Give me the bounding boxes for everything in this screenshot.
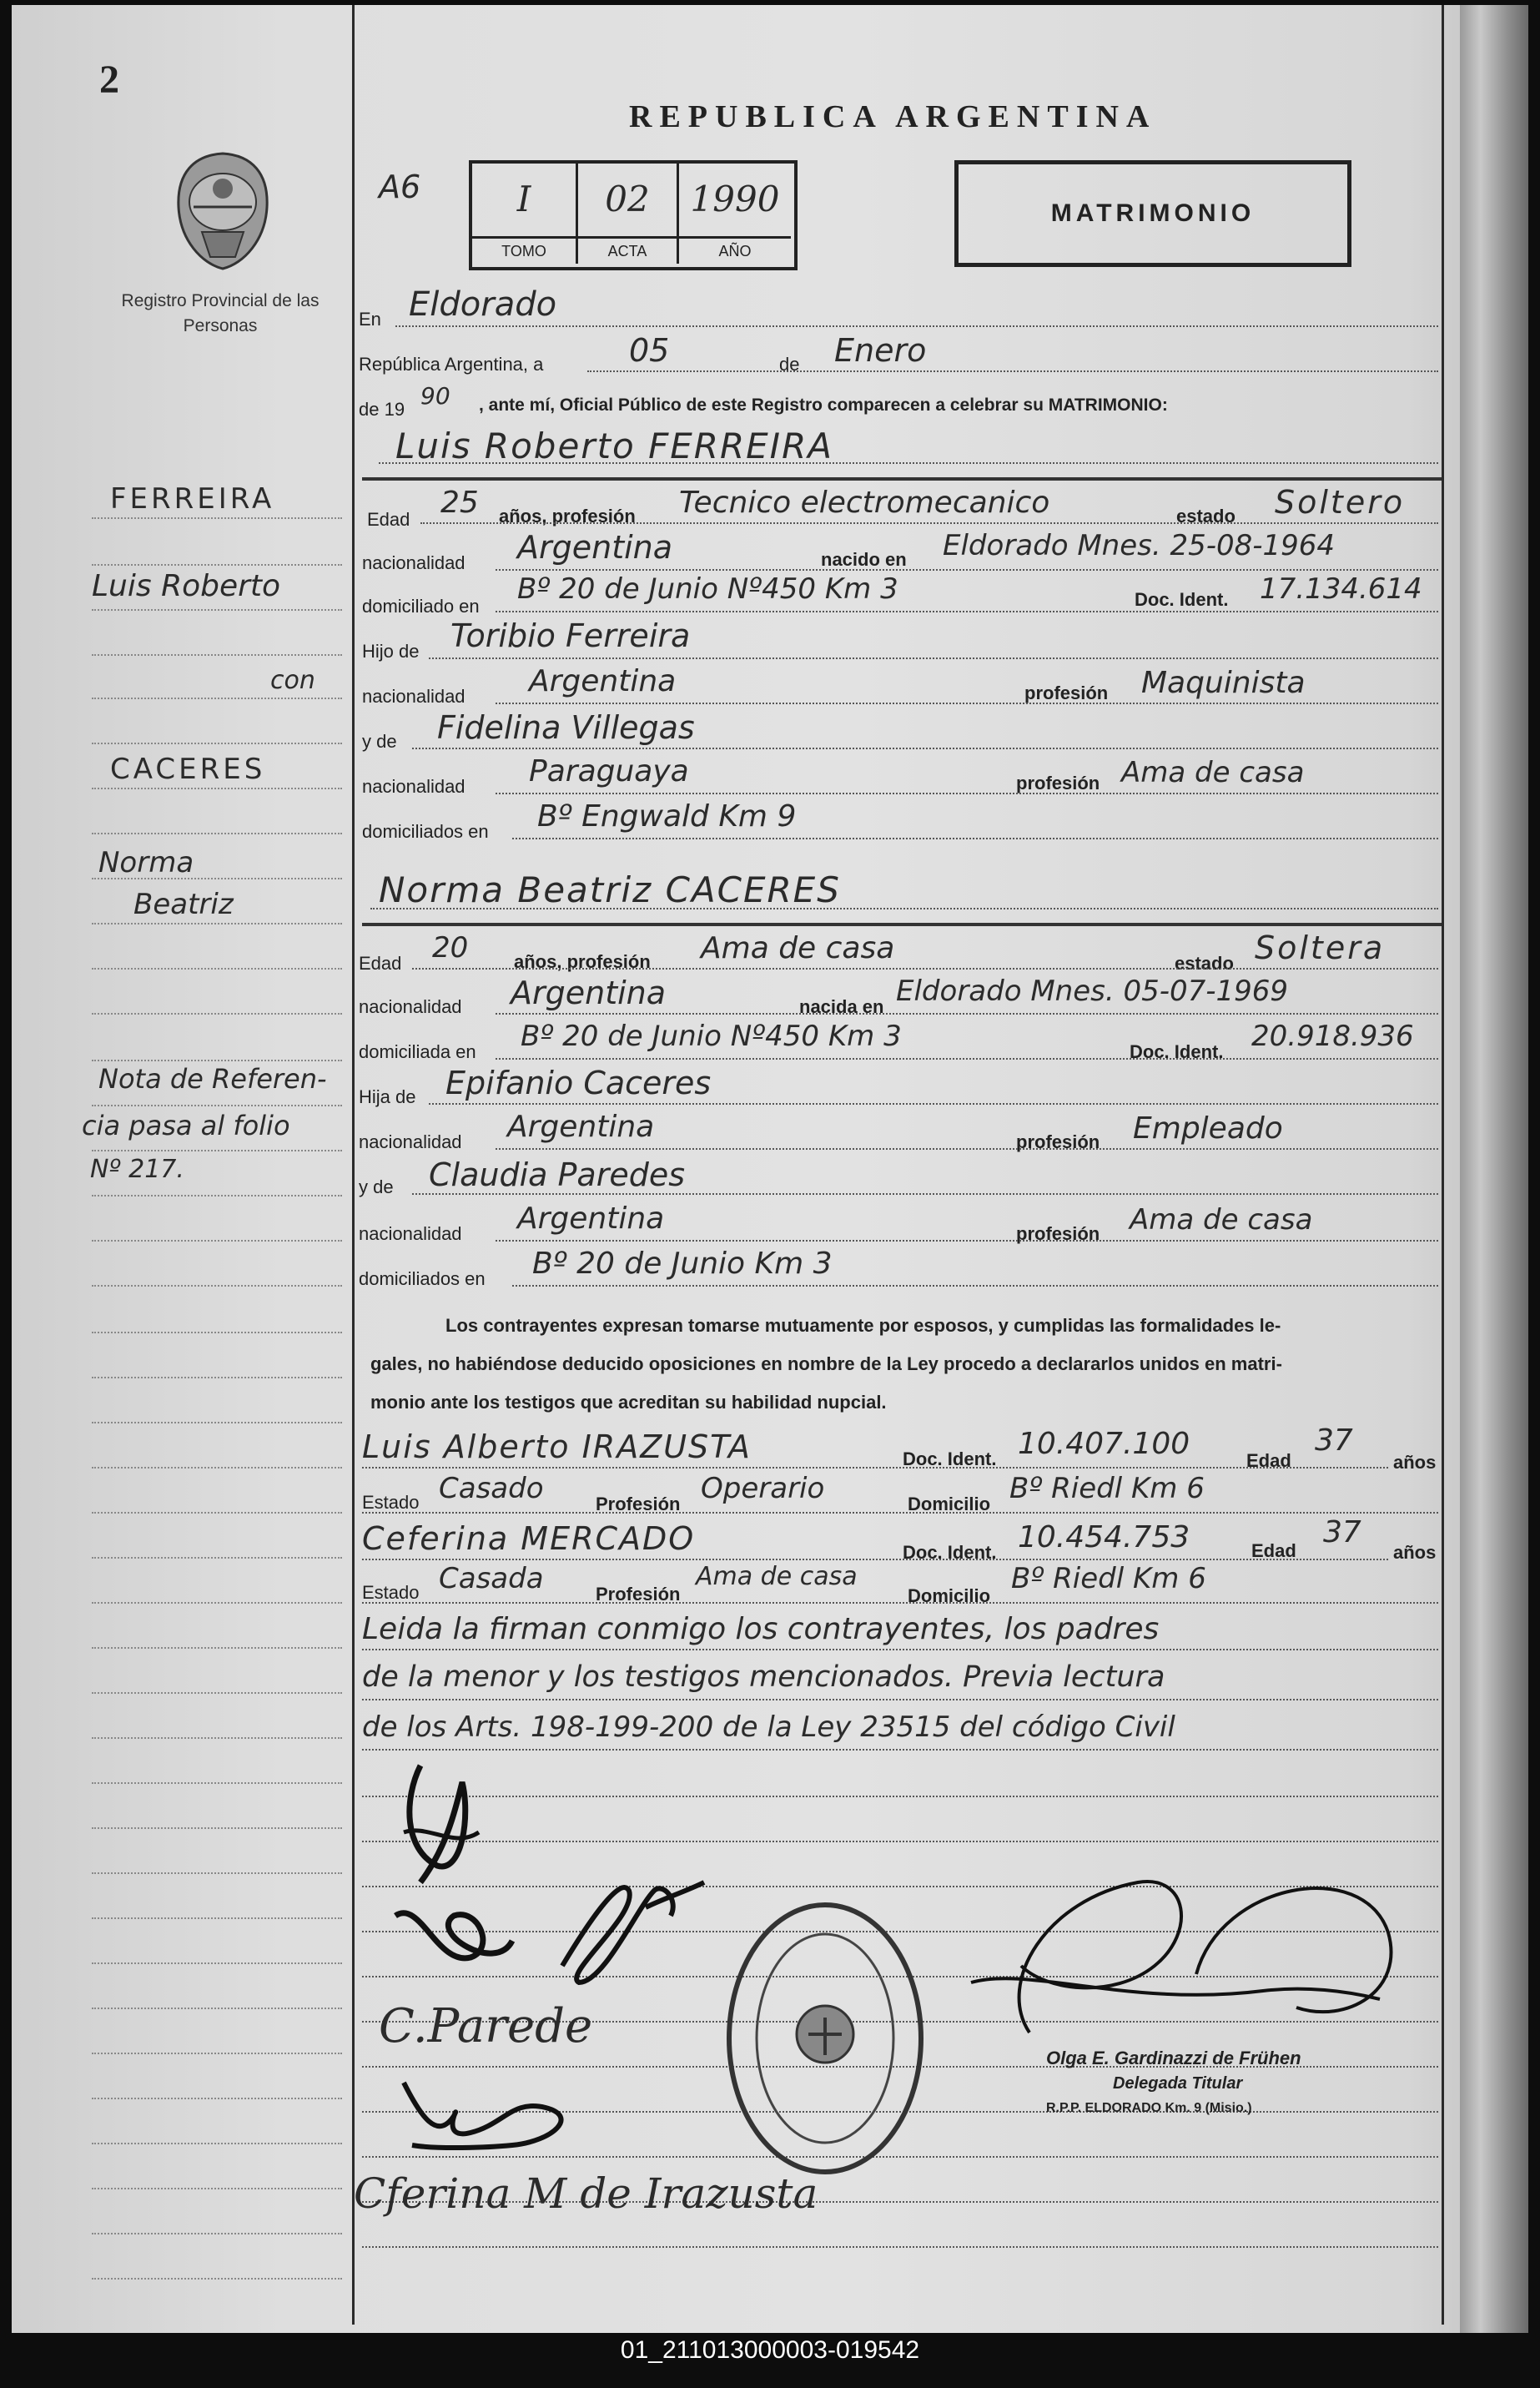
margin-husband-names: Luis Roberto (92, 569, 281, 603)
acta-value: 02 (605, 179, 650, 219)
wife-doc-value: 20.918.936 (1251, 1020, 1414, 1053)
anio-cell (679, 164, 791, 264)
margin-wife-surname: CACERES (110, 753, 266, 786)
rule-line (496, 1148, 1438, 1150)
witness1-edad-label: Edad (1246, 1450, 1291, 1471)
wife-edad-value: 20 (432, 931, 469, 965)
rule-line (496, 569, 1438, 571)
margin-note-line-1: Nota de Referen- (98, 1063, 327, 1095)
anio-value: 1990 (690, 179, 780, 219)
witness2-anos-label: años (1393, 1542, 1437, 1563)
rule-line (496, 703, 1438, 704)
anio-label: AÑO (679, 236, 791, 264)
husband-nacionalidad-value: Argentina (517, 529, 673, 566)
husband-domiciliado-label: domiciliado en (362, 596, 480, 617)
wife-padre-value: Epifanio Caceres (445, 1065, 712, 1101)
closing-line-2: de la menor y los testigos mencionados. Previa lectura (362, 1660, 1165, 1694)
wife-madre-prof-value: Ama de casa (1130, 1203, 1313, 1237)
margin-husband-surname: FERREIRA (110, 482, 275, 516)
wife-padres-dom-label: domiciliados en (359, 1268, 486, 1289)
republic-label: República Argentina, a (359, 354, 544, 375)
margin-divider-line (352, 5, 355, 2325)
rule-line (496, 611, 1438, 612)
witness2-domicilio-value: Bº Riedl Km 6 (1011, 1562, 1206, 1595)
intro-formula: , ante mí, Oficial Público de este Registro comparecen a celebrar su MATRIMONIO: (479, 395, 1168, 415)
binding-edge (1460, 5, 1528, 2333)
tomo-acta-ano-box (469, 160, 798, 270)
wife-domiciliada-label: domiciliada en (359, 1041, 476, 1062)
husband-edad-label: Edad (367, 509, 410, 530)
rule-line (362, 1467, 1388, 1469)
husband-padre-nac-value: Argentina (529, 664, 677, 698)
husband-madre-prof-label: profesión (1016, 773, 1100, 793)
official-seal-stamp (721, 1892, 929, 2184)
husband-full-name: Luis Roberto FERREIRA (395, 426, 833, 466)
witness1-estado-value: Casado (439, 1472, 544, 1505)
rule-line (412, 1193, 1438, 1195)
year-suffix: 90 (420, 382, 450, 410)
husband-y-de-label: y de (362, 731, 397, 752)
witness2-name: Ceferina MERCADO (362, 1520, 696, 1557)
rule-line (496, 1240, 1438, 1242)
closing-line-1: Leida la firman conmigo los contrayentes, los padres (362, 1612, 1160, 1646)
tomo-label: TOMO (472, 236, 576, 264)
witness1-doc-label: Doc. Ident. (903, 1448, 997, 1469)
acta-label: ACTA (578, 236, 677, 264)
republic-heading: REPUBLICA ARGENTINA (629, 99, 1157, 134)
signature-paredes: C.Parede (379, 1999, 593, 2053)
wife-madre-nac-label: nacionalidad (359, 1223, 462, 1244)
rule-line (587, 370, 1438, 372)
declaration-line-1: Los contrayentes expresan tomarse mutuamente por esposos, y cumplidas las formalidades le- (445, 1315, 1281, 1336)
wife-profesion-value: Ama de casa (701, 931, 895, 965)
witness2-profesion-label: Profesión (596, 1584, 681, 1605)
husband-estado-label: estado (1176, 506, 1236, 526)
acta-cell (578, 164, 679, 264)
husband-edad-value: 25 (440, 486, 479, 520)
witness1-domicilio-label: Domicilio (908, 1494, 991, 1514)
rule-line (496, 793, 1438, 794)
rule-line (362, 1602, 1438, 1604)
coat-of-arms-seal (169, 149, 277, 272)
wife-padres-dom-value: Bº 20 de Junio Km 3 (532, 1247, 833, 1281)
witness2-domicilio-label: Domicilio (908, 1585, 991, 1606)
witness1-profesion-value: Operario (701, 1472, 825, 1505)
witness1-profesion-label: Profesión (596, 1494, 681, 1514)
rule-line (362, 1512, 1438, 1514)
husband-nacionalidad-label: nacionalidad (362, 552, 466, 573)
wife-estado-label: estado (1175, 953, 1234, 974)
wife-madre-nac-value: Argentina (517, 1202, 665, 1236)
witness1-edad-value: 37 (1315, 1423, 1353, 1458)
declaration-line-2: gales, no habiéndose deducido oposiciones en nombre de la Ley procedo a declararlos unidos en matri- (370, 1353, 1282, 1374)
month-value: Enero (834, 332, 927, 369)
closing-line-3: de los Arts. 198-199-200 de la Ley 23515 del código Civil (362, 1710, 1175, 1744)
wife-padre-nac-label: nacionalidad (359, 1131, 462, 1152)
wife-doc-label: Doc. Ident. (1130, 1041, 1224, 1062)
husband-estado-value: Soltero (1275, 484, 1406, 521)
witness2-estado-label: Estado (362, 1582, 420, 1603)
rule-line (395, 325, 1438, 327)
rule-line (496, 1058, 1438, 1060)
wife-hija-label: Hija de (359, 1086, 416, 1107)
rule-line (429, 657, 1438, 659)
husband-domicilio-value: Bº 20 de Junio Nº450 Km 3 (517, 572, 898, 606)
wife-nacida-label: nacida en (799, 996, 884, 1017)
wife-nacida-value: Eldorado Mnes. 05-07-1969 (896, 975, 1289, 1008)
margin-wife-name-1: Norma (98, 846, 194, 879)
annotation-ag: A6 (379, 169, 421, 205)
wife-nacionalidad-value: Argentina (511, 975, 667, 1011)
place-value: Eldorado (409, 285, 557, 324)
margin-con: con (270, 666, 315, 695)
section-divider (362, 477, 1442, 481)
rule-line (496, 1013, 1438, 1015)
registry-name: Registro Provincial de las Personas (121, 291, 320, 335)
tomo-value: I (516, 179, 531, 219)
margin-note-line-3: Nº 217. (90, 1155, 184, 1184)
witness2-edad-value: 37 (1323, 1515, 1361, 1549)
wife-madre-value: Claudia Paredes (429, 1156, 686, 1193)
witness2-estado-value: Casada (439, 1562, 544, 1595)
tomo-cell (472, 164, 578, 264)
declaration-line-3: monio ante los testigos que acreditan su habilidad nupcial. (370, 1392, 887, 1413)
wife-edad-label: Edad (359, 953, 402, 974)
year-prefix: de 19 (359, 399, 405, 420)
wife-full-name: Norma Beatriz CACERES (379, 869, 841, 910)
husband-padre-nac-label: nacionalidad (362, 686, 466, 707)
father-signature (387, 2066, 604, 2158)
wife-madre-prof-label: profesión (1016, 1223, 1100, 1244)
rule-line (420, 522, 1438, 524)
official-office: R.P.P. ELDORADO Km. 9 (Misio.) (1046, 2101, 1252, 2115)
rule-line (412, 748, 1438, 749)
witness2-edad-label: Edad (1251, 1540, 1296, 1561)
section-divider (362, 923, 1442, 926)
en-label: En (359, 309, 381, 330)
witness1-anos-label: años (1393, 1452, 1437, 1473)
wife-y-de-label: y de (359, 1176, 394, 1197)
official-title: Delegada Titular (1113, 2074, 1243, 2093)
wife-domicilio-value: Bº 20 de Junio Nº450 Km 3 (521, 1020, 902, 1053)
husband-profesion-value: Tecnico electromecanico (679, 486, 1050, 520)
day-value: 05 (629, 332, 670, 369)
rule-line (412, 968, 1438, 970)
witness2-profesion-value: Ama de casa (696, 1562, 858, 1591)
rule-line (362, 1649, 1438, 1650)
right-border-line (1442, 5, 1444, 2325)
bride-signature (512, 1857, 712, 1991)
witness1-domicilio-value: Bº Riedl Km 6 (1009, 1472, 1205, 1505)
husband-padre-value: Toribio Ferreira (450, 617, 691, 654)
witness1-estado-label: Estado (362, 1492, 420, 1513)
husband-padres-dom-label: domiciliados en (362, 821, 489, 842)
wife-padre-nac-value: Argentina (507, 1110, 655, 1144)
wife-nacionalidad-label: nacionalidad (359, 996, 462, 1017)
rule-line (362, 1559, 1388, 1560)
husband-padre-prof-label: profesión (1024, 683, 1109, 703)
de-label: de (779, 354, 800, 375)
wife-estado-value: Soltera (1255, 930, 1386, 966)
document-page (12, 5, 1528, 2333)
husband-doc-label: Doc. Ident. (1135, 589, 1229, 610)
witness1-doc-value: 10.407.100 (1018, 1427, 1190, 1461)
wife-profesion-label: años, profesión (514, 951, 651, 972)
margin-note-line-2: cia pasa al folio (82, 1110, 290, 1141)
husband-madre-value: Fidelina Villegas (437, 709, 695, 746)
official-name: Olga E. Gardinazzi de Frühen (1046, 2048, 1301, 2068)
witness2-doc-label: Doc. Ident. (903, 1542, 997, 1563)
footer-id: 01_211013000003-019542 (620, 2336, 920, 2364)
husband-madre-nac-value: Paraguaya (529, 754, 689, 788)
husband-hijo-label: Hijo de (362, 641, 420, 662)
husband-padres-dom-value: Bº Engwald Km 9 (537, 799, 797, 834)
husband-madre-nac-label: nacionalidad (362, 776, 466, 797)
husband-nacido-label: nacido en (821, 549, 907, 570)
husband-madre-prof-value: Ama de casa (1121, 756, 1305, 789)
witness1-name: Luis Alberto IRAZUSTA (362, 1428, 752, 1465)
wife-padre-prof-value: Empleado (1133, 1111, 1283, 1146)
record-type-box: MATRIMONIO (954, 160, 1351, 267)
husband-doc-value: 17.134.614 (1260, 572, 1422, 606)
husband-nacido-value: Eldorado Mnes. 25-08-1964 (943, 529, 1336, 562)
husband-padre-prof-value: Maquinista (1141, 666, 1306, 700)
witness2-doc-value: 10.454.753 (1018, 1520, 1190, 1554)
page-number: 2 (99, 58, 119, 102)
wife-padre-prof-label: profesión (1016, 1131, 1100, 1152)
margin-wife-name-2: Beatriz (133, 888, 234, 921)
rule-line (362, 1699, 1438, 1700)
rule-line (429, 1103, 1438, 1105)
husband-profesion-label: años, profesión (499, 506, 636, 526)
rule-line (512, 838, 1438, 839)
rule-line (512, 1285, 1438, 1287)
signature-witness: Cferina M de Irazusta (354, 2169, 818, 2218)
rule-line (379, 462, 1438, 464)
rule-line (370, 908, 1438, 909)
